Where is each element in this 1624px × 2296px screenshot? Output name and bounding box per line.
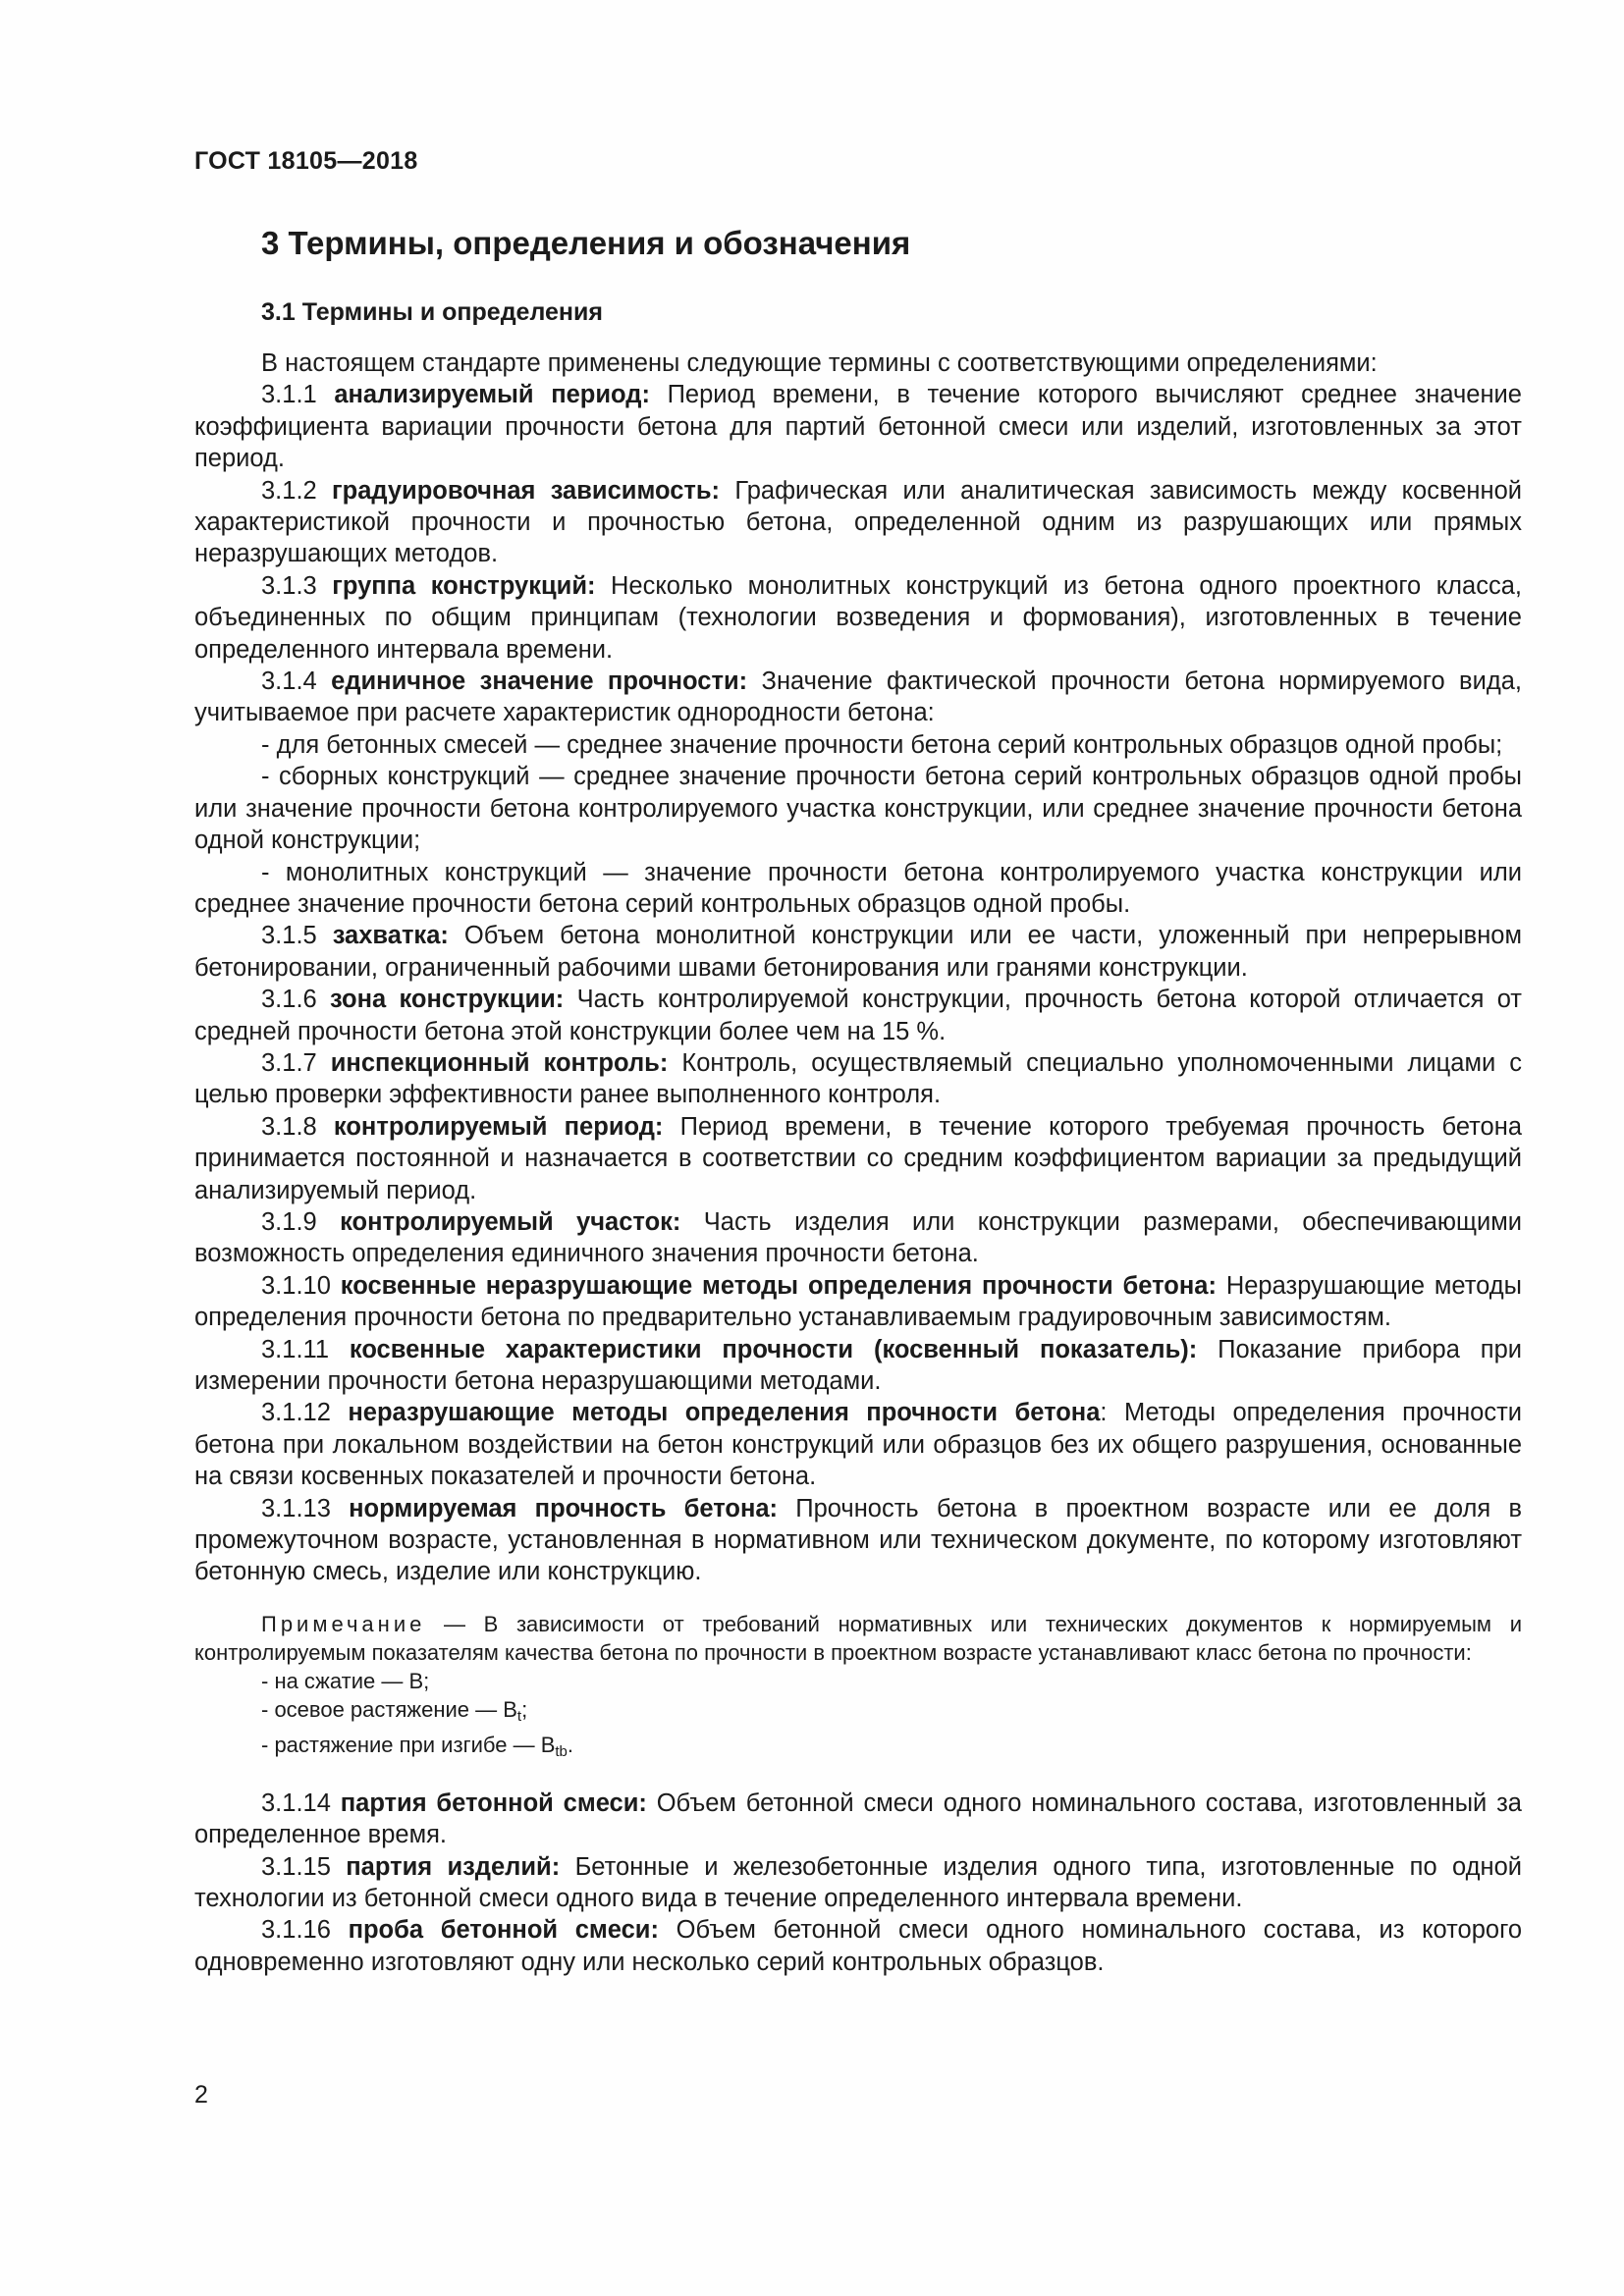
page-number: 2 [194, 2081, 208, 2109]
document-body [194, 220, 1522, 1978]
list-item: - сборных конструкций — среднее значение прочности бетона серий контрольных образцов одной пробы или значение прочности бетона контролируемого участка конструкции, или среднее значение прочности бетона одной конструкции; [194, 763, 1522, 855]
term-3-1-9: 3.1.9 контролируемый участок: Часть изделия или конструкции размерами, обеспечивающими возможность определения единичного значения прочности бетона. [194, 1207, 1523, 1268]
intro-paragraph: В настоящем стандарте применены следующие термины с соответствующими определениями: [261, 349, 1378, 377]
term-3-1-2: 3.1.2 градуировочная зависимость: Графическая или аналитическая зависимость между косвенной характеристикой прочности и прочностью бетона, определенной одним из разрушающих или прямых неразрушающих методов. [194, 476, 1522, 568]
note-label: Примечание [261, 1611, 426, 1636]
note-paragraph: Примечание — В зависимости от требований нормативных или технических документов к нормируемым и контролируемым показателям качества бетона по прочности в проектном возрасте устанавливают класс бетона по прочности: [194, 1611, 1522, 1665]
section-title: 3 Термины, определения и обозначения [261, 225, 911, 261]
term-3-1-7: 3.1.7 инспекционный контроль: Контроль, осуществляемый специально уполномоченными лицами с целью проверки эффективности ранее выполненного контроля. [194, 1048, 1522, 1109]
term-3-1-8: 3.1.8 контролируемый период: Период времени, в течение которого требуемая прочность бетона принимается постоянной и назначается в соответствии со средним коэффициентом вариации за предыдущий анализируемый период. [194, 1112, 1522, 1204]
note-item: - осевое растяжение — $B_t$; [261, 1696, 528, 1725]
term-3-1-11: 3.1.11 косвенные характеристики прочности (косвенный показатель): Показание прибора при измерении прочности бетона неразрушающими методами. [194, 1335, 1523, 1395]
list-item: - монолитных конструкций — значение прочности бетона контролируемого участка конструкции или среднее значение прочности бетона серий контрольных образцов одной пробы. [194, 858, 1522, 918]
term-3-1-14: 3.1.14 партия бетонной смеси: Объем бетонной смеси одного номинального состава, изготовленный за определенное время. [194, 1789, 1522, 1849]
list-item: - для бетонных смесей — среднее значение прочности бетона серий контрольных образцов одной пробы; [261, 730, 1503, 759]
term-3-1-1: 3.1.1 анализируемый период: Период времени, в течение которого вычисляют среднее значение коэффициента вариации прочности бетона для партий бетонной смеси или изделий, изготовленных за этот период. [194, 381, 1522, 473]
note-block [194, 1610, 1522, 1766]
note-item: - на сжатие — В; [261, 1668, 430, 1693]
term-3-1-15: 3.1.15 партия изделий: Бетонные и железобетонные изделия одного типа, изготовленные по одной технологии из бетонной смеси одного вида в течение определенного интервала времени. [194, 1852, 1523, 1913]
term-3-1-10: 3.1.10 косвенные неразрушающие методы определения прочности бетона: Неразрушающие методы определения прочности бетона по предварительно устанавливаемым градуировочным зависимостям. [194, 1271, 1522, 1332]
term-3-1-4: 3.1.4 единичное значение прочности: Значение фактической прочности бетона нормируемого вида, учитываемое при расчете характеристик однородности бетона: [194, 667, 1522, 727]
term-3-1-12: 3.1.12 неразрушающие методы определения прочности бетона: Методы определения прочности бетона при локальном воздействии на бетон конструкций или образцов без их общего разрушения, основанные на связи косвенных показателей и прочности бетона. [194, 1399, 1523, 1491]
subsection-title: 3.1 Термины и определения [261, 298, 603, 326]
term-3-1-16: 3.1.16 проба бетонной смеси: Объем бетонной смеси одного номинального состава, из которого одновременно изготовляют одну или несколько серий контрольных образцов. [194, 1916, 1523, 1976]
note-item: - растяжение при изгибе — $B_{tb}$. [261, 1732, 574, 1760]
document-header: ГОСТ 18105—2018 [194, 147, 418, 175]
term-3-1-13: 3.1.13 нормируемая прочность бетона: Прочность бетона в проектном возрасте или ее доля в промежуточном возрасте, установленная в нормативном или техническом документе, по которому изготовляют бетонную смесь, изделие или конструкцию. [194, 1494, 1522, 1586]
term-3-1-5: 3.1.5 захватка: Объем бетона монолитной конструкции или ее части, уложенный при непрерывном бетонировании, ограниченный рабочими швами бетонирования или гранями конструкции. [194, 922, 1522, 982]
term-3-1-3: 3.1.3 группа конструкций: Несколько монолитных конструкций из бетона одного проектного класса, объединенных по общим принципам (технологии возведения и формования), изготовленных в течение определенного интервала времени. [194, 571, 1522, 664]
term-3-1-6: 3.1.6 зона конструкции: Часть контролируемой конструкции, прочность бетона которой отличается от средней прочности бетона этой конструкции более чем на 15 %. [194, 986, 1522, 1045]
